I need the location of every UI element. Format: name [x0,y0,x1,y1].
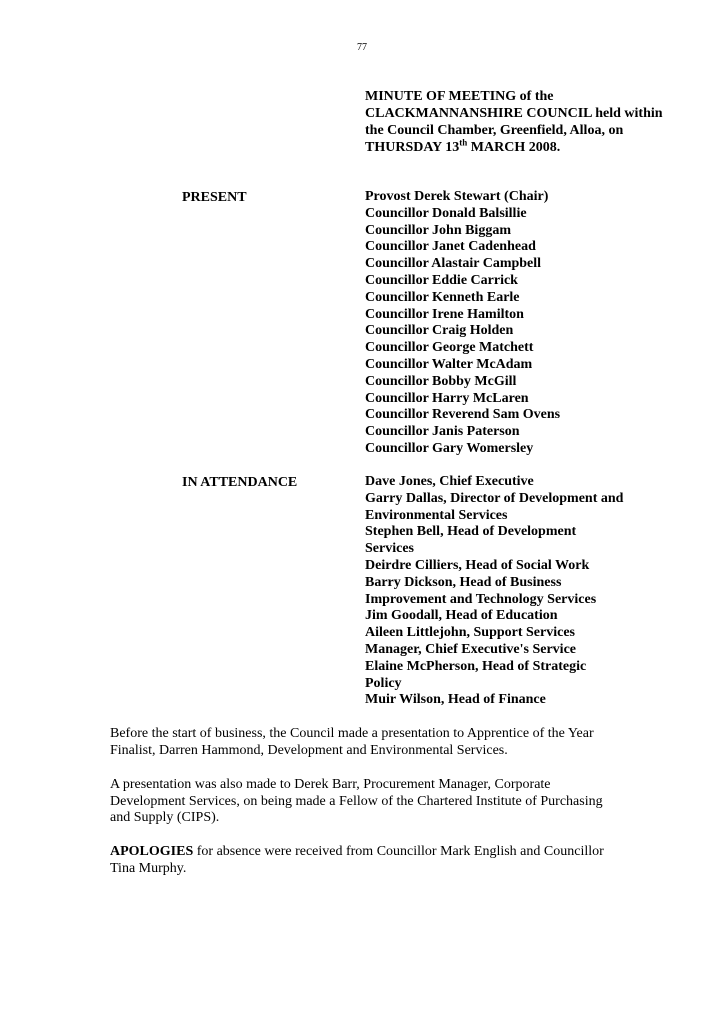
present-member: Councillor Janis Paterson [365,424,520,440]
attendee: Jim Goodall, Head of Education [365,608,558,624]
attendee: Elaine McPherson, Head of Strategic Policy [365,658,587,691]
present-label: PRESENT [182,190,247,205]
present-member: Councillor Gary Womersley [365,440,534,456]
present-member: Councillor Walter McAdam [365,356,533,372]
present-member: Councillor Donald Balsillie [365,205,527,221]
page-number: 77 [357,42,367,53]
fellowship-paragraph: A presentation was also made to Derek Barr, Procurement Manager, Corporate Development Services, on being made a Fellow of the Chartered Institute of Purchasing and Supply (CIPS). [110,777,603,825]
meeting-title-text: MINUTE OF MEETING of the CLACKMANNANSHIRE COUNCIL held within the Council Chamber, Greenfield, Alloa, on THURSDAY 13 [365,89,663,155]
meeting-title [365,88,665,156]
attendee: Deirdre Cilliers, Head of Social Work [365,557,590,573]
apologies-paragraph [110,844,610,877]
present-member: Councillor George Matchett [365,340,534,356]
meeting-title-superscript: th [459,137,468,148]
present-member: Councillor Harry McLaren [365,390,529,406]
attendee: Aileen Littlejohn, Support Services Manager, Chief Executive's Service [365,625,576,657]
attendee: Stephen Bell, Head of Development Services [365,524,577,557]
meeting-title-date: MARCH 2008. [467,140,561,155]
apologies-text: for absence were received from Councillor Mark English and Councillor Tina Murphy. [110,844,604,876]
attendance-label: IN ATTENDANCE [182,475,298,490]
present-member: Councillor Janet Cadenhead [365,239,536,255]
attendee: Garry Dallas, Director of Development and Environmental Services [365,490,624,523]
attendee: Barry Dickson, Head of Business Improvement and Technology Services [365,574,597,607]
present-member: Councillor Bobby McGill [365,373,517,389]
present-member: Councillor Alastair Campbell [365,256,542,272]
present-member: Councillor Kenneth Earle [365,289,520,305]
present-member: Councillor John Biggam [365,222,511,238]
present-member: Councillor Irene Hamilton [365,306,524,322]
present-member: Councillor Eddie Carrick [365,272,518,288]
attendee: Dave Jones, Chief Executive [365,474,534,489]
present-member: Councillor Reverend Sam Ovens [365,407,561,423]
present-member: Provost Derek Stewart (Chair) [365,189,549,204]
apologies-heading: APOLOGIES [110,844,194,859]
attendee: Muir Wilson, Head of Finance [365,692,546,708]
present-list [365,189,625,458]
present-member: Councillor Craig Holden [365,323,514,339]
presentation-paragraph: Before the start of business, the Council made a presentation to Apprentice of the Year Finalist, Darren Hammond, Development and Environmental Services. [110,726,594,758]
attendance-list [365,474,625,709]
